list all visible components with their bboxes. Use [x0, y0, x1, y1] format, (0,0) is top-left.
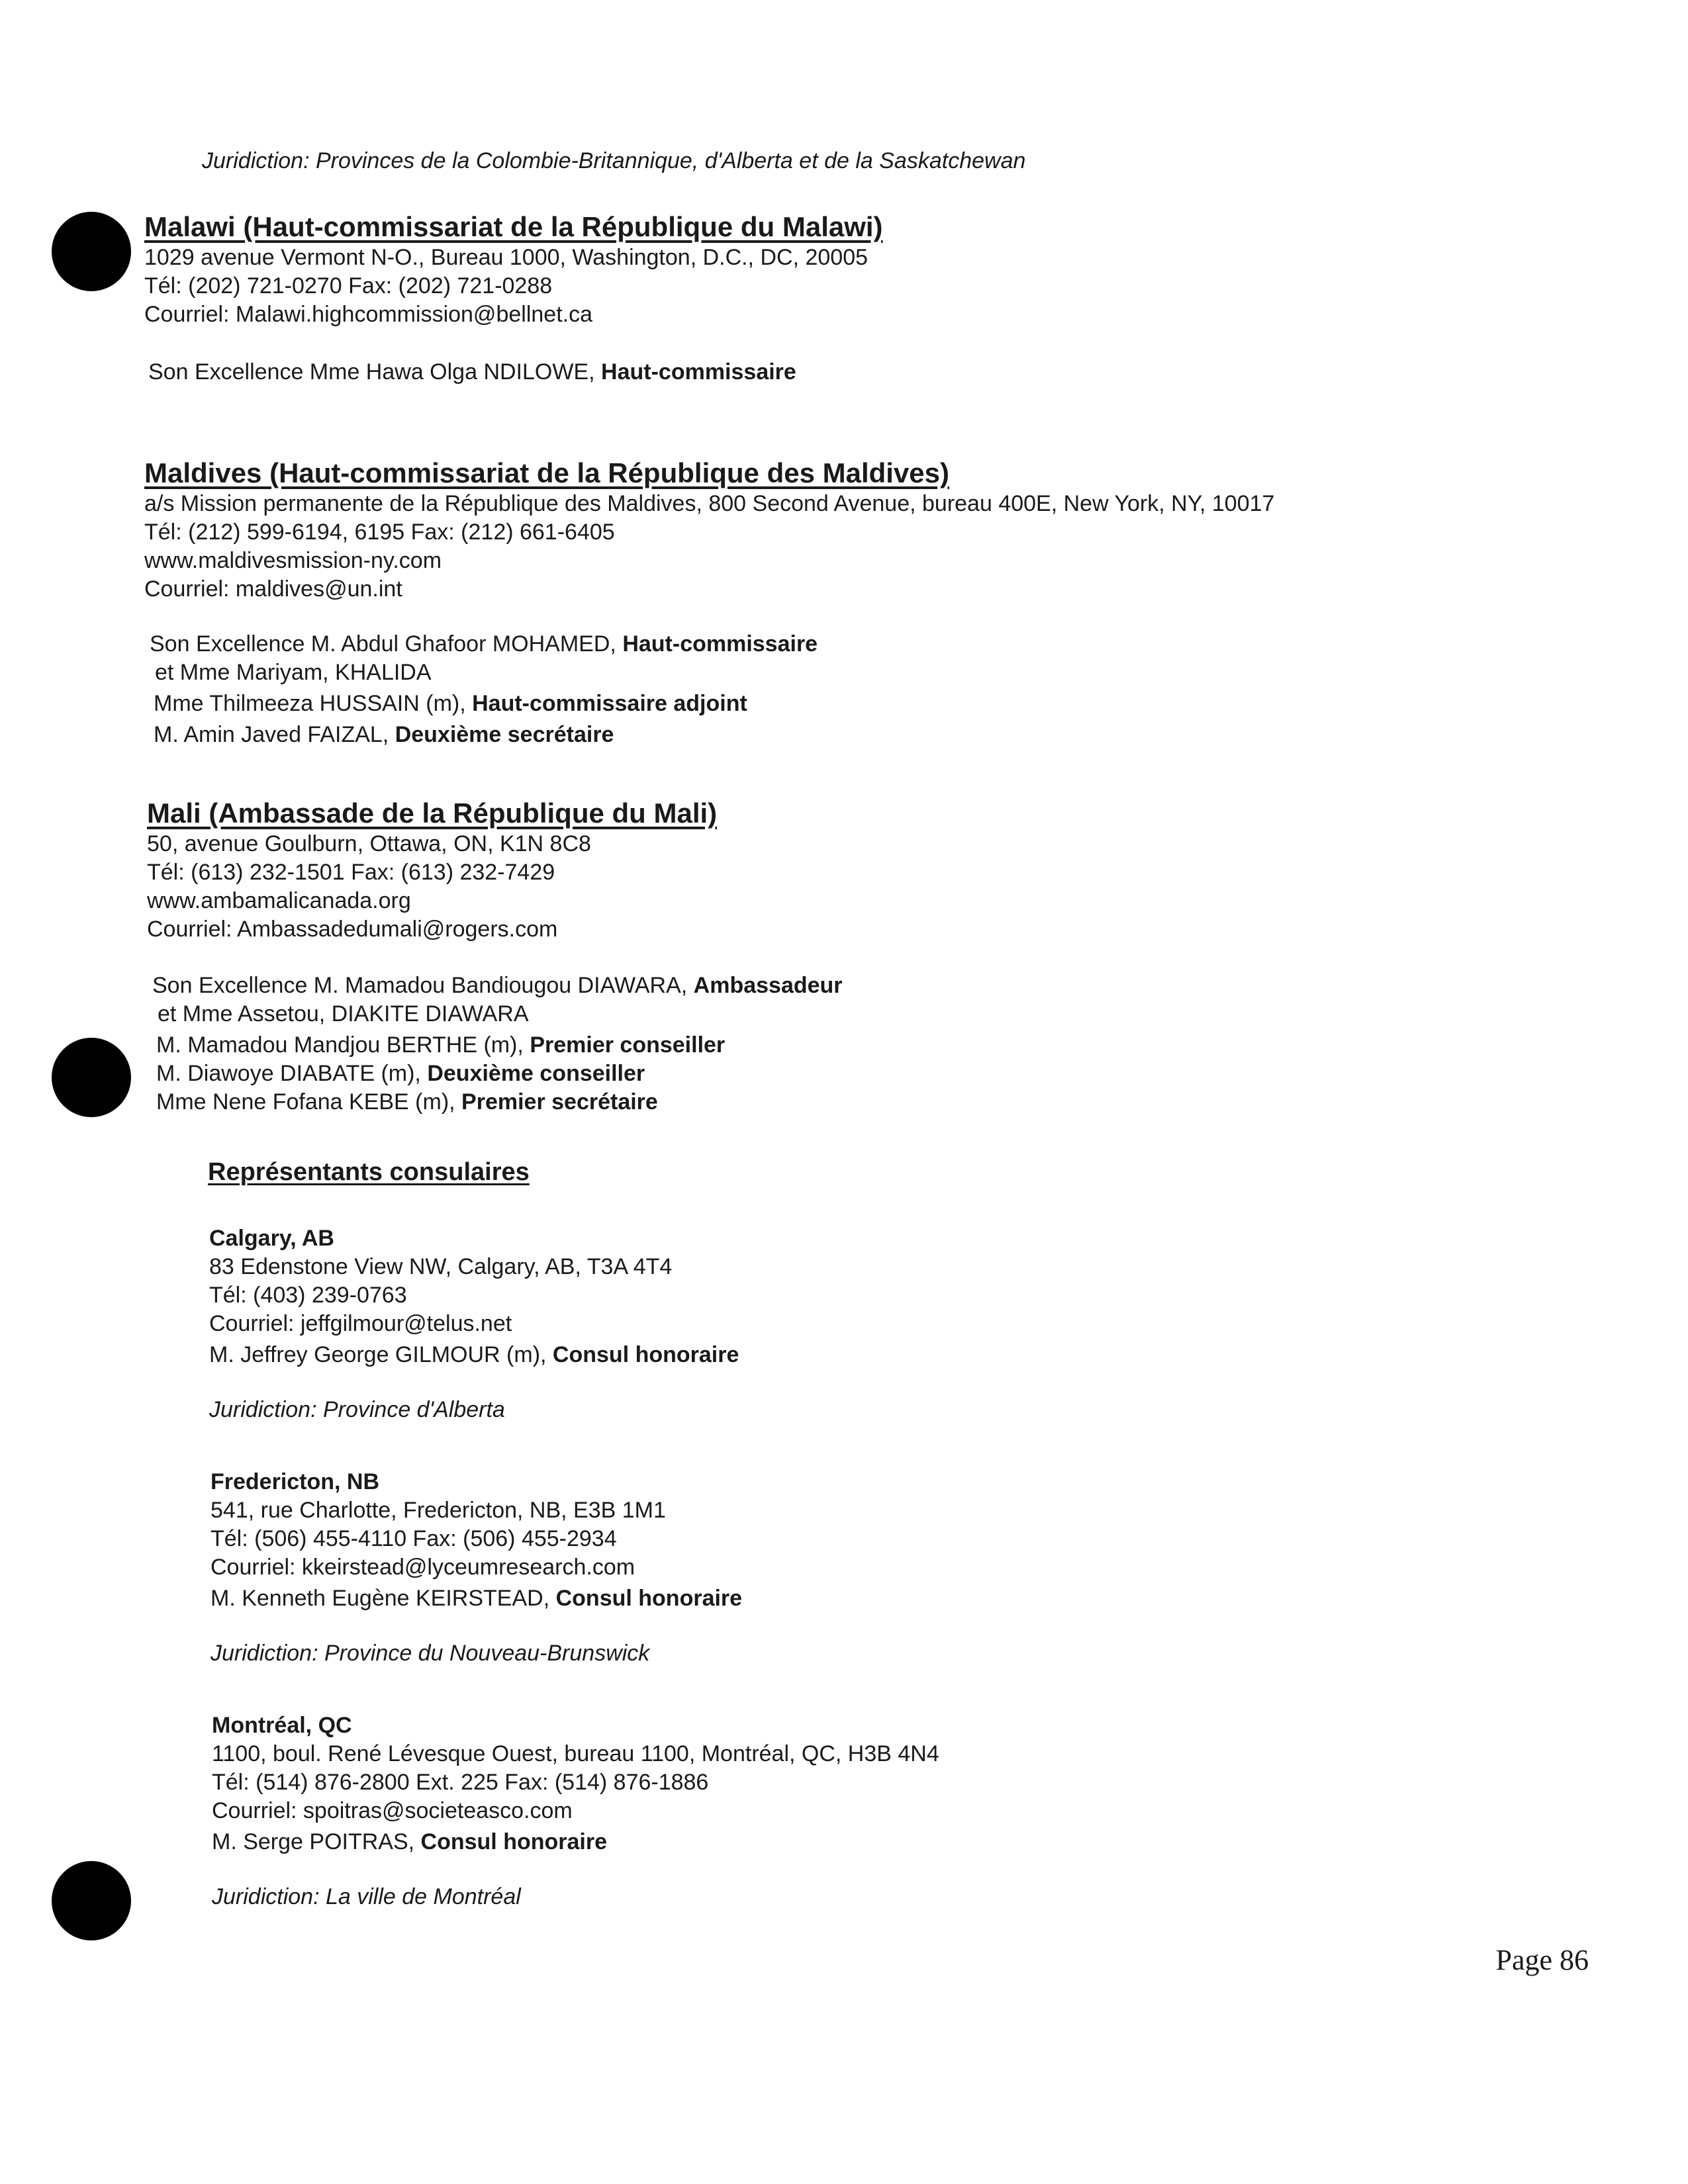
- consulate-email: Courriel: jeffgilmour@telus.net: [209, 1311, 512, 1336]
- maldives-phone: Tél: (212) 599-6194, 6195 Fax: (212) 661-6405: [144, 520, 615, 545]
- consulate-jurisdiction: Juridiction: La ville de Montréal: [212, 1884, 521, 1909]
- mali-title: Mali (Ambassade de la République du Mali): [147, 797, 718, 829]
- maldives-web: www.maldivesmission-ny.com: [144, 548, 442, 573]
- person-name: et Mme Assetou, DIAKITE DIAWARA: [158, 1001, 529, 1026]
- malawi-person: [148, 358, 883, 387]
- maldives-address: a/s Mission permanente de la République des Maldives, 800 Second Avenue, bureau 400E, New York, NY, 10017: [144, 491, 1275, 516]
- person-role: Deuxième secrétaire: [395, 722, 614, 747]
- consulate-jurisdiction: Juridiction: Province d'Alberta: [209, 1397, 505, 1422]
- maldives-person: [155, 659, 1274, 687]
- person-name: Son Excellence M. Mamadou Bandiougou DIAWARA,: [152, 973, 694, 998]
- person-name: Son Excellence Mme Hawa Olga NDILOWE,: [148, 359, 602, 385]
- person-role: Ambassadeur: [693, 973, 843, 998]
- person-name: M. Jeffrey George GILMOUR (m),: [209, 1342, 553, 1367]
- consulate-jurisdiction: Juridiction: Province du Nouveau-Brunswick: [211, 1641, 650, 1666]
- top-jurisdiction: Juridiction: Provinces de la Colombie-Britannique, d'Alberta et de la Saskatchewan: [202, 148, 1026, 173]
- maldives-person: [154, 690, 1274, 718]
- person-name: Son Excellence M. Abdul Ghafoor MOHAMED,: [150, 631, 623, 657]
- maldives-email: Courriel: maldives@un.int: [144, 576, 402, 602]
- person-role: Consul honoraire: [420, 1829, 607, 1854]
- person-role: Haut-commissaire adjoint: [472, 691, 747, 716]
- consulate-montreal: [212, 1711, 939, 1911]
- person-name: M. Serge POITRAS,: [212, 1829, 421, 1854]
- person-role: Premier secrétaire: [461, 1089, 658, 1115]
- maldives-person: [150, 630, 1274, 659]
- malawi-section: [144, 210, 883, 387]
- maldives-title: Maldives (Haut-commissariat de la République des Maldives): [144, 457, 950, 488]
- punch-hole-middle: [52, 1038, 131, 1117]
- person-name: et Mme Mariyam, KHALIDA: [155, 660, 432, 685]
- person-role: Consul honoraire: [555, 1586, 743, 1611]
- person-name: M. Amin Javed FAIZAL,: [154, 722, 395, 747]
- consulate-address: 541, rue Charlotte, Fredericton, NB, E3B 1M1: [211, 1498, 666, 1523]
- punch-hole-bottom: [52, 1861, 131, 1940]
- consulate-city: Montréal, QC: [212, 1713, 352, 1738]
- mali-person: [158, 1000, 843, 1028]
- person-name: Mme Nene Fofana KEBE (m),: [156, 1089, 462, 1115]
- consulate-person: [209, 1341, 739, 1369]
- maldives-section: [144, 457, 1274, 749]
- person-role: Haut-commissaire: [601, 359, 796, 385]
- consulate-city: Fredericton, NB: [211, 1469, 380, 1494]
- consulate-calgary: [209, 1224, 739, 1424]
- malawi-email: Courriel: Malawi.highcommission@bellnet.ca: [144, 302, 592, 327]
- maldives-people: [150, 630, 1274, 749]
- malawi-phone: Tél: (202) 721-0270 Fax: (202) 721-0288: [144, 273, 553, 298]
- malawi-address: 1029 avenue Vermont N-O., Bureau 1000, Washington, D.C., DC, 20005: [144, 245, 868, 270]
- mali-person: [156, 1031, 843, 1060]
- mali-phone: Tél: (613) 232-1501 Fax: (613) 232-7429: [147, 860, 555, 885]
- mali-people: [152, 972, 843, 1116]
- person-role: Premier conseiller: [530, 1032, 726, 1058]
- consulate-phone: Tél: (403) 239-0763: [209, 1283, 407, 1308]
- consulate-email: Courriel: kkeirstead@lyceumresearch.com: [211, 1555, 635, 1580]
- consulate-email: Courriel: spoitras@societeasco.com: [212, 1798, 573, 1823]
- mali-email: Courriel: Ambassadedumali@rogers.com: [147, 917, 558, 942]
- page-number: Page 86: [1495, 1944, 1589, 1976]
- malawi-title: Malawi (Haut-commissariat de la République du Malawi): [144, 211, 883, 242]
- person-role: Consul honoraire: [552, 1342, 739, 1367]
- mali-section: [147, 797, 843, 1116]
- mali-person: [156, 1060, 843, 1088]
- maldives-person: [154, 721, 1274, 749]
- consulate-person: [211, 1584, 742, 1613]
- consulate-phone: Tél: (514) 876-2800 Ext. 225 Fax: (514) 876-1886: [212, 1770, 709, 1795]
- person-name: M. Kenneth Eugène KEIRSTEAD,: [211, 1586, 556, 1611]
- person-name: M. Mamadou Mandjou BERTHE (m),: [156, 1032, 530, 1058]
- consulate-address: 1100, boul. René Lévesque Ouest, bureau 1100, Montréal, QC, H3B 4N4: [212, 1741, 939, 1766]
- person-name: Mme Thilmeeza HUSSAIN (m),: [154, 691, 473, 716]
- person-role: Haut-commissaire: [622, 631, 818, 657]
- consulate-city: Calgary, AB: [209, 1226, 334, 1251]
- mali-web: www.ambamalicanada.org: [147, 888, 411, 913]
- consulate-address: 83 Edenstone View NW, Calgary, AB, T3A 4T4: [209, 1254, 673, 1279]
- mali-person: [152, 972, 843, 1000]
- person-role: Deuxième conseiller: [427, 1061, 645, 1086]
- mali-address: 50, avenue Goulburn, Ottawa, ON, K1N 8C8: [147, 831, 591, 856]
- consulate-fredericton: [211, 1468, 742, 1668]
- consulate-person: [212, 1828, 939, 1856]
- consulate-phone: Tél: (506) 455-4110 Fax: (506) 455-2934: [211, 1526, 617, 1551]
- punch-hole-top: [52, 212, 131, 291]
- person-name: M. Diawoye DIABATE (m),: [156, 1061, 428, 1086]
- mali-person: [156, 1088, 843, 1116]
- consular-title: Représentants consulaires: [208, 1158, 530, 1186]
